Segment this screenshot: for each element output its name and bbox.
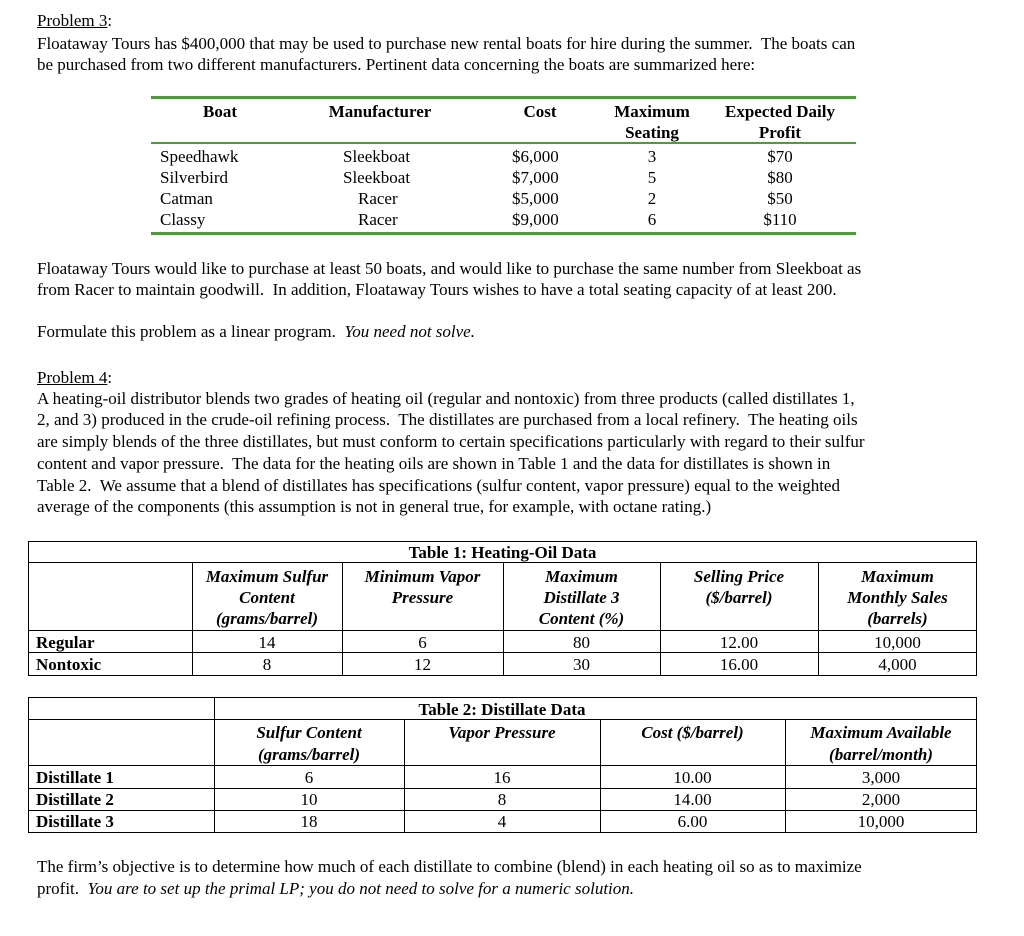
t1-cell: 80 [573,633,590,652]
profit-cell: $70 [767,147,793,166]
closing-line2-italic: You are to set up the primal LP; you do not need to solve for a numeric solution. [87,879,635,898]
problem4-line: are simply blends of the three distillates, but must conform to certain specifications particularly with regard to their sulfur [37,432,865,451]
closing-line2 [37,878,634,899]
t2-cell: 6 [304,768,314,787]
t2-cell: 18 [300,812,318,831]
t2-cell: 8 [497,790,507,809]
problem4-heading-colon: : [107,368,113,387]
seating-cell: 3 [647,147,657,166]
t1-col5-h: Monthly Sales [847,588,948,607]
t1-col3-h: Distillate 3 [543,588,620,607]
t1-cell: 10,000 [874,633,921,652]
t1-row-name: Nontoxic [36,655,102,674]
seating-cell: 5 [647,168,657,187]
t2-col4-h: Maximum Available [810,723,952,742]
boat-cell: Speedhawk [160,147,239,166]
t2-col4-h: (barrel/month) [829,745,933,764]
t2-col2-h: Vapor Pressure [448,723,556,742]
problem3-heading-colon: : [107,11,113,30]
boat-cell: Classy [160,210,206,229]
t2-cell: 6.00 [677,812,708,831]
t2-cell: 4 [497,812,507,831]
t1-col4-h: Selling Price [693,567,785,586]
t2-cell: 3,000 [861,768,901,787]
t2-cell: 10 [300,790,318,809]
table1-header-rule [28,630,977,631]
t1-cell: 14 [258,633,276,652]
t1-col2-h: Minimum Vapor [364,567,481,586]
t1-col3-h: Maximum [545,567,618,586]
t2-cell: 10.00 [673,768,712,787]
manufacturer-cell: Sleekboat [343,168,411,187]
boat-cell: Silverbird [160,168,228,187]
problem3-intro-line2: be purchased from two different manufacturers. Pertinent data concerning the boats are summarized here: [37,55,756,74]
boat-header: Boat [203,102,237,121]
closing-line1: The firm’s objective is to determine how much of each distillate to combine (blend) in each heating oil so as to maximize [37,857,862,876]
problem3-formulate [37,321,475,342]
t2-cell: 2,000 [861,790,901,809]
t1-cell: 8 [262,655,272,674]
problem4-line: Table 2. We assume that a blend of distillates has specifications (sulfur content, vapor pressure) equal to the weighted [37,476,840,495]
t1-col1-h: (grams/barrel) [216,609,318,628]
manufacturer-cell: Sleekboat [343,147,411,166]
t1-col5-h: Maximum [861,567,934,586]
problem4-line: average of the components (this assumption is not in general true, for example, with octane rating.) [37,497,712,516]
t2-row-name: Distillate 2 [36,790,114,809]
problem3-heading-text: Problem 3 [37,11,108,30]
problem3-intro-line1: Floataway Tours has $400,000 that may be used to purchase new rental boats for hire during the summer. The boats can [37,34,856,53]
t2-col1-h: (grams/barrel) [258,745,360,764]
problem4-line: A heating-oil distributor blends two grades of heating oil (regular and nontoxic) from three products (called distillates 1, [37,389,855,408]
t1-cell: 4,000 [878,655,917,674]
formulate-text: Formulate this problem as a linear program. [37,322,345,341]
t1-cell: 16.00 [719,655,759,674]
boat-table-top-rule [151,96,856,99]
seating-header-line1: Maximum [614,102,690,121]
profit-cell: $50 [767,189,793,208]
t1-cell: 12 [414,655,431,674]
formulate-italic: You need not solve. [344,322,475,341]
t1-col5-h: (barrels) [867,609,928,628]
problem4-line: 2, and 3) produced in the crude-oil refining process. The distillates are purchased from a local refinery. The heating oils [37,410,858,429]
table2-header-rule [28,765,977,766]
closing-line2-plain: profit. [37,879,88,898]
t1-cell: 6 [418,633,427,652]
profit-cell: $80 [767,168,793,187]
profit-header-line1: Expected Daily [724,102,836,121]
manufacturer-cell: Racer [358,210,398,229]
t2-col1-h: Sulfur Content [256,723,362,742]
problem3-heading [37,10,112,31]
seating-cell: 6 [647,210,657,229]
t1-col1-h: Content [239,588,295,607]
t2-row-name: Distillate 1 [36,768,114,787]
cost-cell: $9,000 [512,210,559,229]
problem4-heading [37,367,112,388]
cost-header: Cost [523,102,557,121]
t1-row-name: Regular [36,633,95,652]
manufacturer-header: Manufacturer [328,102,432,121]
problem4-heading-text: Problem 4 [37,368,108,387]
t1-col3-h: Content (%) [538,609,625,628]
t2-col3-h: Cost ($/barrel) [641,723,744,742]
t2-row-name: Distillate 3 [36,812,114,831]
problem3-para-line1: Floataway Tours would like to purchase at least 50 boats, and would like to purchase the same number from Sleekboat as [37,259,862,278]
t1-col4-h: ($/barrel) [705,588,773,607]
profit-cell: $110 [763,210,797,229]
cost-cell: $6,000 [512,147,559,166]
t1-col2-h: Pressure [391,588,454,607]
seating-cell: 2 [647,189,657,208]
t1-cell: 30 [573,655,590,674]
manufacturer-cell: Racer [358,189,398,208]
boat-cell: Catman [160,189,213,208]
table1-title: Table 1: Heating-Oil Data [408,543,597,562]
t1-cell: 12.00 [719,633,759,652]
boat-table-bottom-rule [151,232,856,235]
t2-cell: 14.00 [673,790,712,809]
seating-header-line2: Seating [625,123,679,142]
table2-title: Table 2: Distillate Data [418,700,586,719]
profit-header-line2: Profit [758,123,802,142]
cost-cell: $5,000 [512,189,559,208]
t1-col1-h: Maximum Sulfur [205,567,329,586]
t2-cell: 10,000 [857,812,905,831]
cost-cell: $7,000 [512,168,559,187]
problem4-line: content and vapor pressure. The data for the heating oils are shown in Table 1 and the data for distillates is shown in [37,454,831,473]
t2-cell: 16 [493,768,511,787]
problem3-para-line2: from Racer to maintain goodwill. In addition, Floataway Tours wishes to have a total seating capacity of at least 200. [37,280,837,299]
